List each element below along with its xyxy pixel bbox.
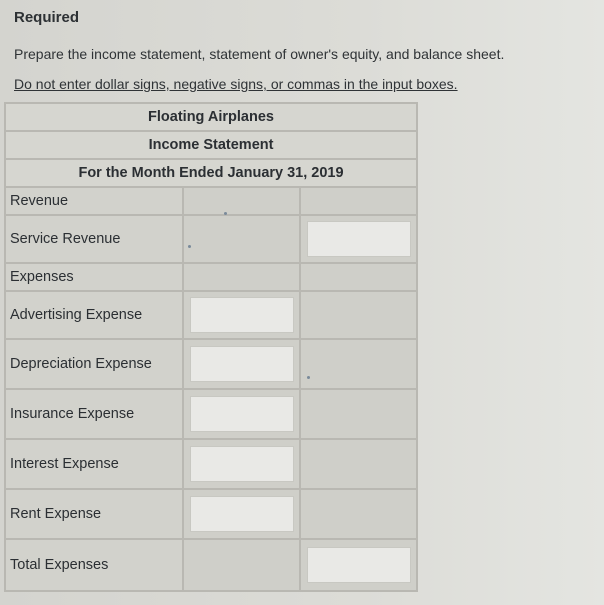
table-row: [5, 187, 417, 215]
expenses-amount-cell: [300, 263, 417, 291]
service-revenue-total-cell: [300, 215, 417, 263]
insurance-expense-input[interactable]: [190, 396, 294, 432]
rent-expense-input[interactable]: [190, 496, 294, 532]
advertising-expense-cell: [183, 291, 300, 339]
statement-title: Income Statement: [5, 131, 417, 159]
row-label-rent-expense: Rent Expense: [5, 489, 183, 539]
required-heading: Required: [14, 9, 80, 26]
revenue-dropdown-cell[interactable]: [183, 187, 300, 215]
input-note: Do not enter dollar signs, negative signs, or commas in the input boxes.: [14, 76, 458, 92]
income-statement-table: [4, 102, 418, 592]
advertising-expense-input[interactable]: [190, 297, 294, 333]
table-row: [5, 539, 417, 591]
table-row: [5, 263, 417, 291]
row-label-expenses: Expenses: [5, 263, 183, 291]
row-label-service-revenue: Service Revenue: [5, 215, 183, 263]
table-row: [5, 439, 417, 489]
table-row: [5, 215, 417, 263]
row-label-depreciation-expense: Depreciation Expense: [5, 339, 183, 389]
table-row: [5, 489, 417, 539]
dropdown-indicator-icon: [188, 245, 191, 248]
total-expenses-input[interactable]: [307, 547, 411, 583]
row-label-insurance-expense: Insurance Expense: [5, 389, 183, 439]
depreciation-expense-cell: [183, 339, 300, 389]
service-revenue-total-input[interactable]: [307, 221, 411, 257]
interest-expense-input[interactable]: [190, 446, 294, 482]
expenses-dropdown-cell[interactable]: [183, 263, 300, 291]
total-expenses-cell: [300, 539, 417, 591]
row-label-revenue: Revenue: [5, 187, 183, 215]
table-row: [5, 291, 417, 339]
depreciation-expense-input[interactable]: [190, 346, 294, 382]
interest-expense-cell: [183, 439, 300, 489]
instruction-text: Prepare the income statement, statement of owner's equity, and balance sheet.: [14, 46, 505, 62]
interest-total-cell: [300, 439, 417, 489]
revenue-amount-cell: [300, 187, 417, 215]
insurance-total-cell: [300, 389, 417, 439]
company-name: Floating Airplanes: [5, 103, 417, 131]
dropdown-indicator-icon: [307, 376, 310, 379]
rent-expense-cell: [183, 489, 300, 539]
advertising-total-cell: [300, 291, 417, 339]
row-label-advertising-expense: Advertising Expense: [5, 291, 183, 339]
statement-period: For the Month Ended January 31, 2019: [5, 159, 417, 187]
total-expenses-mid-cell: [183, 539, 300, 591]
table-row: [5, 389, 417, 439]
insurance-expense-cell: [183, 389, 300, 439]
rent-total-cell: [300, 489, 417, 539]
row-label-interest-expense: Interest Expense: [5, 439, 183, 489]
service-revenue-dropdown-cell[interactable]: [183, 215, 300, 263]
depreciation-total-cell: [300, 339, 417, 389]
table-row: [5, 339, 417, 389]
row-label-total-expenses: Total Expenses: [5, 539, 183, 591]
